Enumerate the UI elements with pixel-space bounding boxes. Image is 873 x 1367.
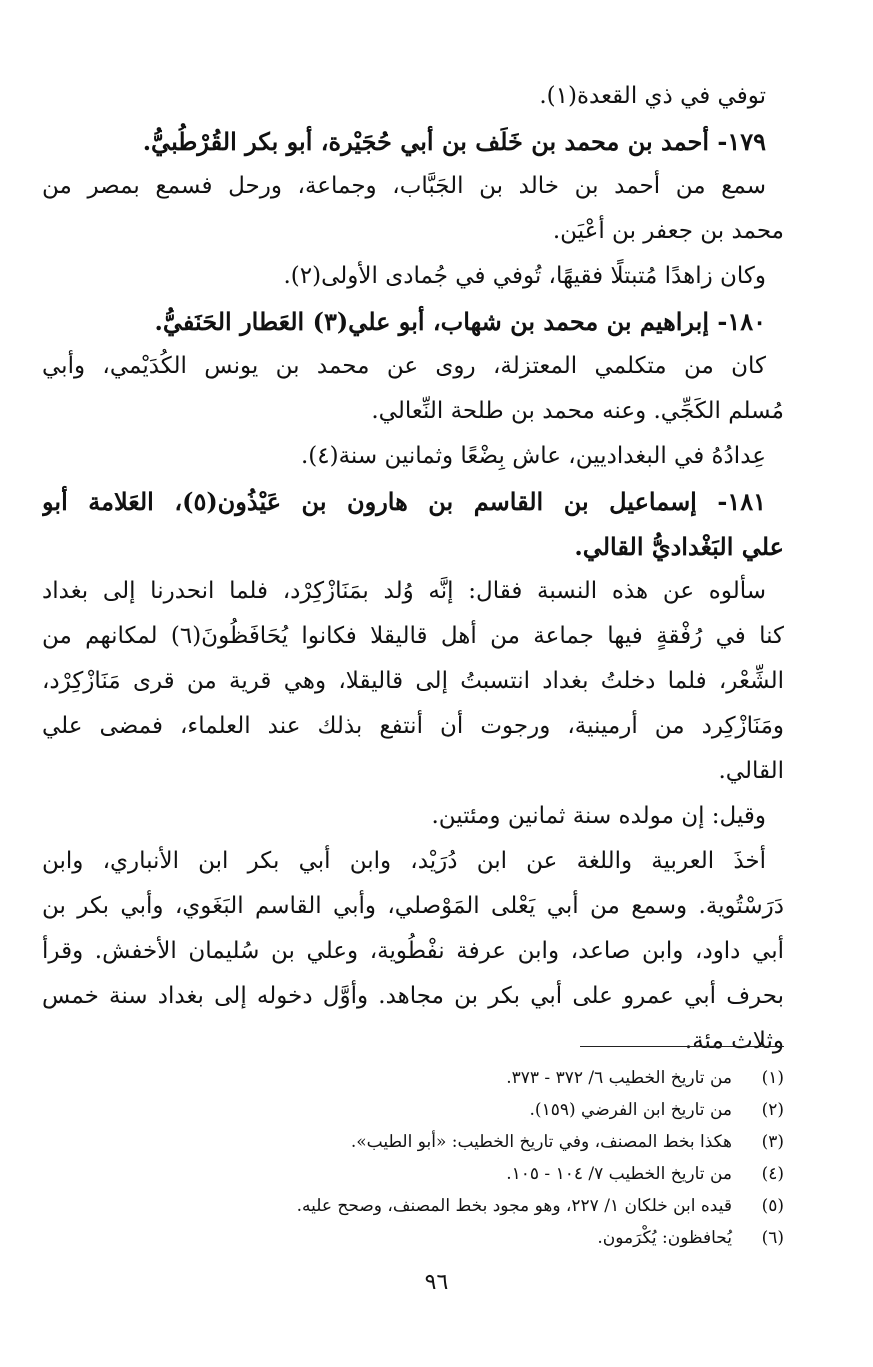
footnote	[42, 1062, 784, 1094]
text-line: محمد بن جعفر بن أعْيَن.	[552, 218, 784, 244]
text-line: بحرف أبي عمرو على أبي بكر بن مجاهد. وأوَّل دخوله إلى بغداد سنة خمس	[42, 983, 784, 1009]
text-line: وثلاث مئة.	[684, 1028, 784, 1054]
text-line: سألوه عن هذه النسبة فقال: إنَّه وُلد بمَنَازْكِرْد، فلما انحدرنا إلى بغداد	[42, 578, 766, 604]
footnote-text: من تاريخ الخطيب ٦/ ٣٧٢ - ٣٧٣.	[506, 1068, 732, 1088]
entry-heading-line: علي البَغْداديُّ القالي.	[574, 532, 784, 561]
footnote-number: (٦)	[761, 1228, 784, 1248]
text-line: كنا في رُفْقةٍ فيها جماعة من أهل قاليقلا فكانوا يُحَافَظُونَ(٦) لمكانهم من	[42, 623, 784, 649]
entry-heading-line: ١٧٩- أحمد بن محمد بن خَلَف بن أبي حُجَيْرة، أبو بكر القُرْطُبيُّ.	[142, 127, 766, 156]
text-line: أبي داود، وابن صاعد، وابن عرفة نفْطُوية، وعلي بن سُليمان الأخفش. وقرأ	[42, 938, 784, 964]
footnotes	[42, 1062, 784, 1254]
text-line: أخذَ العربية واللغة عن ابن دُرَيْد، وابن أبي بكر ابن الأنباري، وابن	[42, 848, 766, 874]
text-line: عِدادُهُ في البغداديين، عاش بِضْعًا وثمانين سنة(٤).	[300, 443, 766, 469]
text-line: وقيل: إن مولده سنة ثمانين ومئتين.	[431, 803, 766, 829]
text-line: القالي.	[718, 758, 784, 784]
footnote-number: (٣)	[761, 1132, 784, 1152]
footnote	[42, 1222, 784, 1254]
footnote-number: (٢)	[761, 1100, 784, 1120]
text-line: توفي في ذي القعدة(١).	[539, 83, 766, 109]
text-line: ومَنَازْكِرد من أرمينية، ورجوت أن أنتفع بذلك عند العلماء، فمضى علي	[42, 713, 784, 739]
text-line: الشِّعْر، فلما دخلتُ بغداد انتسبتُ إلى قاليقلا، وهي قرية من قرى مَنَازْكِرْد،	[42, 668, 784, 694]
footnote-text: قيده ابن خلكان ١/ ٢٢٧، وهو مجود بخط المصنف، وصحح عليه.	[296, 1196, 732, 1216]
main-text	[42, 74, 784, 1064]
footnote	[42, 1094, 784, 1126]
footnote	[42, 1158, 784, 1190]
footnote-text: من تاريخ الخطيب ٧/ ١٠٤ - ١٠٥.	[506, 1164, 732, 1184]
entry-heading-line: ١٨١- إسماعيل بن القاسم بن هارون بن عَيْذُون(٥)، العَلامة أبو	[42, 487, 766, 516]
footnote	[42, 1126, 784, 1158]
text-line: مُسلم الكَجِّي. وعنه محمد بن طلحة النِّعالي.	[371, 398, 784, 424]
footnote-text: من تاريخ ابن الفرضي (١٥٩).	[529, 1100, 732, 1120]
text-line: كان من متكلمي المعتزلة، روى عن محمد بن يونس الكُدَيْمي، وأبي	[42, 353, 766, 379]
footnote-number: (١)	[761, 1068, 784, 1088]
text-line: وكان زاهدًا مُتبتلًا فقيهًا، تُوفي في جُمادى الأولى(٢).	[283, 263, 766, 289]
footnote-text: هكذا بخط المصنف، وفي تاريخ الخطيب: «أبو الطيب».	[350, 1132, 732, 1152]
footnote-number: (٤)	[761, 1164, 784, 1184]
footnote	[42, 1190, 784, 1222]
footnote-text: يُحافظون: يُكْرَمون.	[597, 1228, 732, 1248]
entry-heading-line: ١٨٠- إبراهيم بن محمد بن شهاب، أبو علي(٣) العَطار الحَنَفيُّ.	[154, 307, 766, 336]
text-line: سمع من أحمد بن خالد بن الجَبَّاب، وجماعة، ورحل فسمع بمصر من	[42, 173, 766, 199]
footnote-number: (٥)	[761, 1196, 784, 1216]
footnote-divider	[580, 1046, 784, 1047]
text-line: دَرَسْتُوية. وسمع من أبي يَعْلى المَوْصلي، وأبي القاسم البَغَوي، وأبي بكر بن	[42, 893, 784, 919]
page-number: ٩٦	[424, 1270, 449, 1295]
